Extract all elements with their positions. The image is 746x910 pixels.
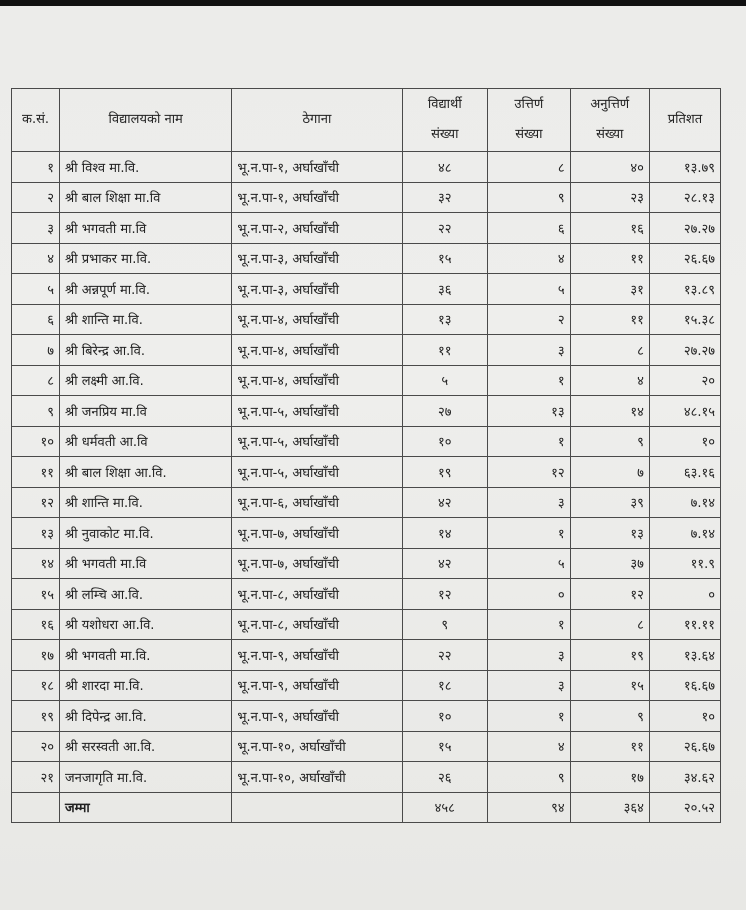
student-count: २७	[402, 396, 488, 427]
header-address: ठेगाना	[232, 89, 402, 152]
pass-percent: २७.२७	[649, 213, 720, 244]
table-row	[12, 274, 721, 305]
failed-count: ३७	[570, 548, 649, 579]
student-count: ५	[402, 365, 488, 396]
row-sn: ३	[12, 213, 60, 244]
student-count: २२	[402, 213, 488, 244]
school-address: भू.न.पा-५, अर्घाखाँची	[232, 457, 402, 488]
passed-count: २	[488, 304, 570, 335]
school-name: श्री बिरेन्द्र आ.वि.	[60, 335, 232, 366]
header-students-line1: विद्यार्थी	[427, 97, 462, 112]
row-sn: ६	[12, 304, 60, 335]
student-count: ११	[402, 335, 488, 366]
student-count: १९	[402, 457, 488, 488]
table-row	[12, 213, 721, 244]
school-name: श्री लक्ष्मी आ.वि.	[60, 365, 232, 396]
student-count: १०	[402, 426, 488, 457]
school-address: भू.न.पा-९, अर्घाखाँची	[232, 640, 402, 671]
row-sn: १८	[12, 670, 60, 701]
student-count: ९	[402, 609, 488, 640]
pass-percent: ६३.१६	[649, 457, 720, 488]
failed-count: ३१	[570, 274, 649, 305]
school-name: श्री सरस्वती आ.वि.	[60, 731, 232, 762]
student-count: २२	[402, 640, 488, 671]
table-row	[12, 152, 721, 183]
school-name: जनजागृति मा.वि.	[60, 762, 232, 793]
total-address-cell	[232, 792, 402, 823]
school-name: श्री यशोधरा आ.वि.	[60, 609, 232, 640]
school-name: श्री बाल शिक्षा आ.वि.	[60, 457, 232, 488]
table-row	[12, 335, 721, 366]
failed-count: ११	[570, 731, 649, 762]
passed-count: ४	[488, 243, 570, 274]
school-address: भू.न.पा-१, अर्घाखाँची	[232, 152, 402, 183]
passed-count: ९	[488, 182, 570, 213]
school-name: श्री शान्ति मा.वि.	[60, 304, 232, 335]
passed-count: ६	[488, 213, 570, 244]
header-sn: क.सं.	[12, 89, 60, 152]
school-address: भू.न.पा-५, अर्घाखाँची	[232, 396, 402, 427]
pass-percent: २७.२७	[649, 335, 720, 366]
student-count: १२	[402, 579, 488, 610]
row-sn: १२	[12, 487, 60, 518]
table-row	[12, 182, 721, 213]
row-sn: १	[12, 152, 60, 183]
header-passed-line1: उत्तिर्ण	[514, 97, 544, 112]
pass-percent: २६.६७	[649, 243, 720, 274]
row-sn: २०	[12, 731, 60, 762]
school-address: भू.न.पा-९, अर्घाखाँची	[232, 701, 402, 732]
pass-percent: १३.६४	[649, 640, 720, 671]
school-address: भू.न.पा-४, अर्घाखाँची	[232, 304, 402, 335]
table-row	[12, 304, 721, 335]
table-row	[12, 426, 721, 457]
header-students-line2: संख्या	[431, 127, 459, 142]
school-address: भू.न.पा-९, अर्घाखाँची	[232, 670, 402, 701]
school-name: श्री भगवती मा.वि.	[60, 640, 232, 671]
pass-percent: १०	[649, 426, 720, 457]
row-sn: १५	[12, 579, 60, 610]
school-address: भू.न.पा-४, अर्घाखाँची	[232, 365, 402, 396]
school-name: श्री भगवती मा.वि	[60, 213, 232, 244]
passed-count: ३	[488, 487, 570, 518]
school-address: भू.न.पा-७, अर्घाखाँची	[232, 518, 402, 549]
failed-count: १३	[570, 518, 649, 549]
failed-count: १७	[570, 762, 649, 793]
failed-count: १२	[570, 579, 649, 610]
pass-percent: ४८.१५	[649, 396, 720, 427]
table-row	[12, 670, 721, 701]
student-count: १०	[402, 701, 488, 732]
passed-count: ४	[488, 731, 570, 762]
total-sn-cell	[12, 792, 60, 823]
school-name: श्री बाल शिक्षा मा.वि	[60, 182, 232, 213]
header-passed-line2: संख्या	[515, 127, 543, 142]
passed-count: १	[488, 426, 570, 457]
school-name: श्री विश्व मा.वि.	[60, 152, 232, 183]
failed-count: ७	[570, 457, 649, 488]
table-row	[12, 365, 721, 396]
table-row	[12, 701, 721, 732]
failed-count: ३९	[570, 487, 649, 518]
school-address: भू.न.पा-१०, अर्घाखाँची	[232, 731, 402, 762]
failed-count: १५	[570, 670, 649, 701]
school-address: भू.न.पा-१०, अर्घाखाँची	[232, 762, 402, 793]
table-row	[12, 487, 721, 518]
passed-count: १	[488, 701, 570, 732]
school-address: भू.न.पा-८, अर्घाखाँची	[232, 579, 402, 610]
school-name: श्री धर्मवती आ.वि	[60, 426, 232, 457]
row-sn: २	[12, 182, 60, 213]
table-row	[12, 396, 721, 427]
failed-count: १६	[570, 213, 649, 244]
header-percent: प्रतिशत	[649, 89, 720, 152]
pass-percent: २८.१३	[649, 182, 720, 213]
student-count: ३२	[402, 182, 488, 213]
school-address: भू.न.पा-८, अर्घाखाँची	[232, 609, 402, 640]
school-address: भू.न.पा-१, अर्घाखाँची	[232, 182, 402, 213]
passed-count: ५	[488, 274, 570, 305]
pass-percent: ११.९	[649, 548, 720, 579]
row-sn: १४	[12, 548, 60, 579]
failed-count: ८	[570, 335, 649, 366]
pass-percent: १६.६७	[649, 670, 720, 701]
header-failed-line1: अनुत्तिर्ण	[590, 97, 630, 112]
table-row	[12, 762, 721, 793]
header-passed	[488, 89, 570, 152]
total-passed: ९४	[488, 792, 570, 823]
results-table	[11, 88, 721, 823]
table-row	[12, 579, 721, 610]
student-count: ४२	[402, 487, 488, 518]
school-address: भू.न.पा-२, अर्घाखाँची	[232, 213, 402, 244]
table-row	[12, 243, 721, 274]
pass-percent: १३.७९	[649, 152, 720, 183]
table-row	[12, 640, 721, 671]
passed-count: ३	[488, 670, 570, 701]
student-count: ३६	[402, 274, 488, 305]
failed-count: २३	[570, 182, 649, 213]
row-sn: १७	[12, 640, 60, 671]
table-row	[12, 609, 721, 640]
header-school: विद्यालयको नाम	[60, 89, 232, 152]
passed-count: १३	[488, 396, 570, 427]
student-count: १५	[402, 243, 488, 274]
passed-count: ३	[488, 335, 570, 366]
school-name: श्री लम्चि आ.वि.	[60, 579, 232, 610]
table-row	[12, 518, 721, 549]
row-sn: ४	[12, 243, 60, 274]
student-count: ४८	[402, 152, 488, 183]
pass-percent: ११.११	[649, 609, 720, 640]
pass-percent: ७.१४	[649, 487, 720, 518]
passed-count: ५	[488, 548, 570, 579]
failed-count: ४०	[570, 152, 649, 183]
passed-count: १२	[488, 457, 570, 488]
passed-count: ३	[488, 640, 570, 671]
passed-count: १	[488, 365, 570, 396]
school-address: भू.न.पा-३, अर्घाखाँची	[232, 274, 402, 305]
school-address: भू.न.पा-४, अर्घाखाँची	[232, 335, 402, 366]
student-count: १३	[402, 304, 488, 335]
passed-count: १	[488, 518, 570, 549]
failed-count: ११	[570, 243, 649, 274]
failed-count: १४	[570, 396, 649, 427]
school-name: श्री जनप्रिय मा.वि	[60, 396, 232, 427]
school-name: श्री शान्ति मा.वि.	[60, 487, 232, 518]
school-name: श्री भगवती मा.वि	[60, 548, 232, 579]
header-failed	[570, 89, 649, 152]
row-sn: ११	[12, 457, 60, 488]
pass-percent: १५.३८	[649, 304, 720, 335]
passed-count: १	[488, 609, 570, 640]
student-count: १४	[402, 518, 488, 549]
school-name: श्री प्रभाकर मा.वि.	[60, 243, 232, 274]
school-name: श्री नुवाकोट मा.वि.	[60, 518, 232, 549]
failed-count: ८	[570, 609, 649, 640]
row-sn: १६	[12, 609, 60, 640]
passed-count: ०	[488, 579, 570, 610]
row-sn: ७	[12, 335, 60, 366]
failed-count: ११	[570, 304, 649, 335]
pass-percent: २६.६७	[649, 731, 720, 762]
school-address: भू.न.पा-७, अर्घाखाँची	[232, 548, 402, 579]
failed-count: ९	[570, 701, 649, 732]
row-sn: १९	[12, 701, 60, 732]
student-count: १५	[402, 731, 488, 762]
total-students: ४५८	[402, 792, 488, 823]
pass-percent: ०	[649, 579, 720, 610]
header-students	[402, 89, 488, 152]
failed-count: १९	[570, 640, 649, 671]
failed-count: ४	[570, 365, 649, 396]
school-address: भू.न.पा-३, अर्घाखाँची	[232, 243, 402, 274]
school-name: श्री दिपेन्द्र आ.वि.	[60, 701, 232, 732]
pass-percent: ७.१४	[649, 518, 720, 549]
school-name: श्री शारदा मा.वि.	[60, 670, 232, 701]
table-row	[12, 457, 721, 488]
row-sn: ५	[12, 274, 60, 305]
row-sn: १३	[12, 518, 60, 549]
pass-percent: १०	[649, 701, 720, 732]
school-address: भू.न.पा-५, अर्घाखाँची	[232, 426, 402, 457]
total-label: जम्मा	[60, 792, 232, 823]
row-sn: २१	[12, 762, 60, 793]
total-row	[12, 792, 721, 823]
passed-count: ९	[488, 762, 570, 793]
header-failed-line2: संख्या	[596, 127, 624, 142]
total-failed: ३६४	[570, 792, 649, 823]
pass-percent: ३४.६२	[649, 762, 720, 793]
row-sn: ८	[12, 365, 60, 396]
student-count: २६	[402, 762, 488, 793]
header-row	[12, 89, 721, 152]
student-count: १८	[402, 670, 488, 701]
row-sn: १०	[12, 426, 60, 457]
school-address: भू.न.पा-६, अर्घाखाँची	[232, 487, 402, 518]
table-row	[12, 731, 721, 762]
table-row	[12, 548, 721, 579]
total-percent: २०.५२	[649, 792, 720, 823]
row-sn: ९	[12, 396, 60, 427]
pass-percent: १३.८९	[649, 274, 720, 305]
passed-count: ८	[488, 152, 570, 183]
failed-count: ९	[570, 426, 649, 457]
student-count: ४२	[402, 548, 488, 579]
school-name: श्री अन्नपूर्ण मा.वि.	[60, 274, 232, 305]
pass-percent: २०	[649, 365, 720, 396]
